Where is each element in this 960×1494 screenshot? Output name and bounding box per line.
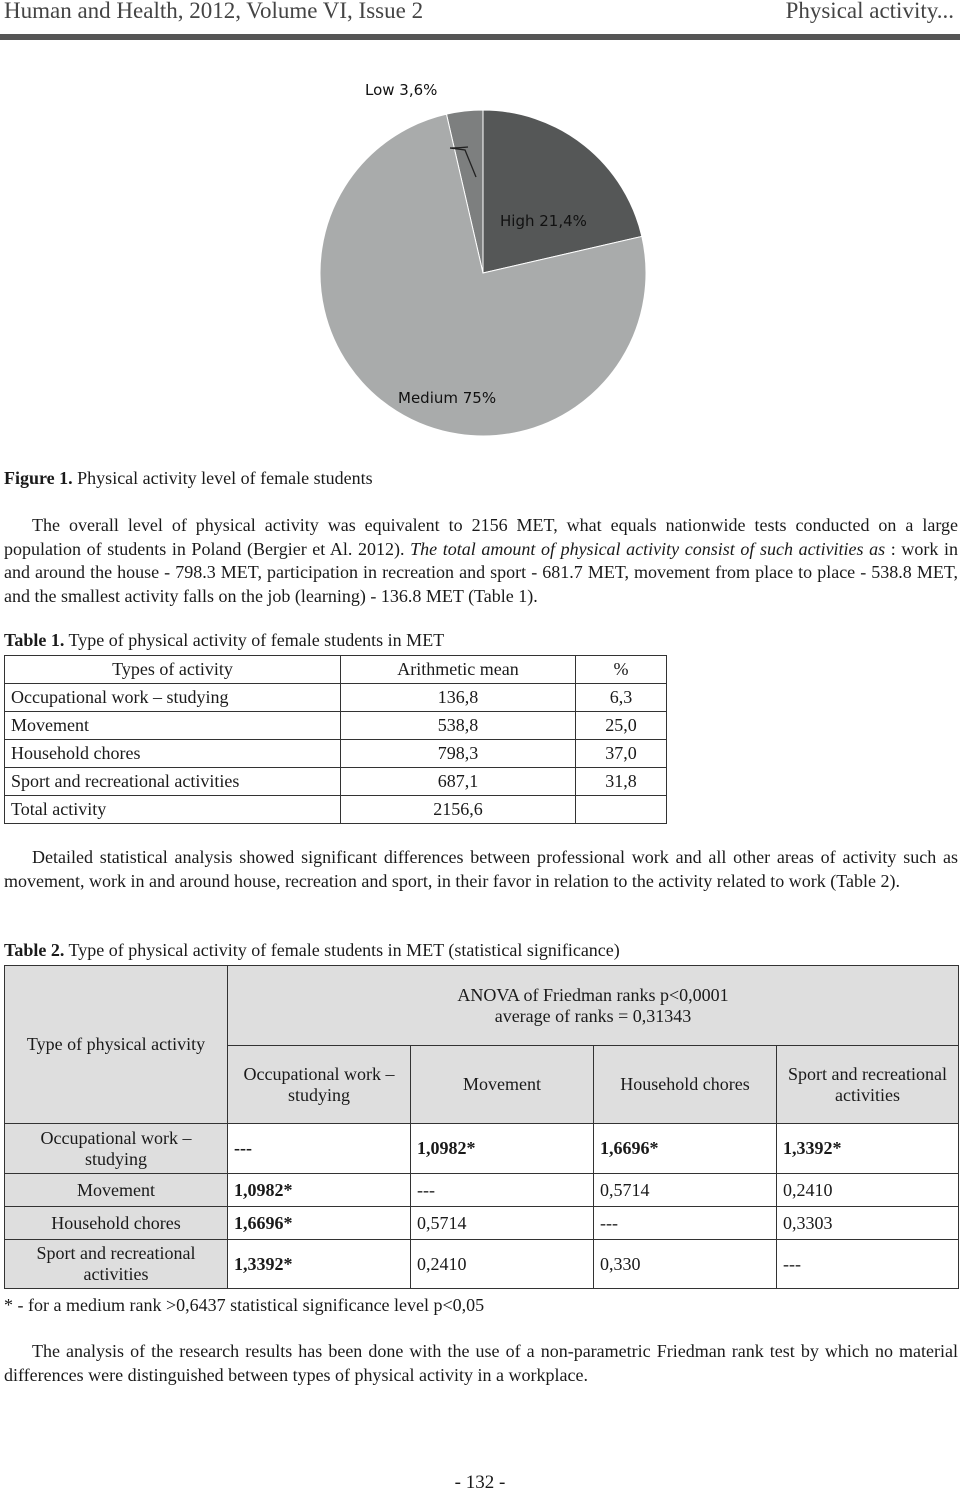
table-1-header-cell: Arithmetic mean (341, 656, 576, 684)
table-cell: 2156,6 (341, 796, 576, 824)
paragraph-1-text: The overall level of physical activity was equivalent to 2156 MET, what equals nationwide tests conducted on a large population of students in Poland (Bergier et Al. 2012). (4, 515, 958, 559)
table-cell: 0,2410 (411, 1240, 594, 1289)
table-cell: Occupational work – studying (5, 684, 341, 712)
table-cell: 6,3 (576, 684, 667, 712)
table-cell: --- (594, 1207, 777, 1240)
table-2-row-header: Movement (5, 1174, 228, 1207)
table-cell: 136,8 (341, 684, 576, 712)
table-row (5, 1124, 959, 1174)
table-2 (4, 965, 959, 1289)
table-2-row-header: Sport and recreational activities (5, 1240, 228, 1289)
table-cell: --- (411, 1174, 594, 1207)
table-cell: 0,5714 (594, 1174, 777, 1207)
table-cell: Sport and recreational activities (5, 768, 341, 796)
table-cell: Total activity (5, 796, 341, 824)
paragraph-1-text-2: : work in and around the house - 798.3 MET, participation in recreation and sport - 681.7 MET, movement from place to place - 538.8 MET, and the smallest activity falls on the job (learning) - 136.8 MET (Table 1). (4, 538, 958, 606)
table-cell: 1,0982* (411, 1124, 594, 1174)
header-rule (0, 34, 960, 40)
table-cell: 1,6696* (594, 1124, 777, 1174)
paragraph-3: The analysis of the research results has been done with the use of a non-parametric Friedman rank test by which no material differences were distinguished between types of physical activity in a workplace. (4, 1341, 958, 1385)
pie-label-high: High 21,4% (500, 212, 587, 230)
anova-line-2: average of ranks = 0,31343 (494, 1005, 692, 1026)
table-row (5, 712, 667, 740)
table-2-corner-cell: Type of physical activity (5, 966, 228, 1124)
pie-label-medium: Medium 75% (398, 389, 497, 407)
table-1 (4, 655, 667, 824)
pie-label-low: Low 3,6% (365, 81, 438, 99)
table-2-col-header: Sport and recreational activities (777, 1046, 959, 1124)
table-1-label: Table 1. (4, 630, 65, 650)
table-1-header-cell: % (576, 656, 667, 684)
table-cell: 31,8 (576, 768, 667, 796)
table-2-row-header: Household chores (5, 1207, 228, 1240)
table-cell (576, 796, 667, 824)
table-cell: 25,0 (576, 712, 667, 740)
table-cell: 0,2410 (777, 1174, 959, 1207)
table-2-caption (4, 939, 958, 963)
table-row (5, 740, 667, 768)
table-cell: 0,5714 (411, 1207, 594, 1240)
article-short-title: Physical activity... (785, 0, 954, 23)
page-number: - 132 - (454, 1472, 506, 1493)
table-2-col-header: Movement (411, 1046, 594, 1124)
table-cell: 0,330 (594, 1240, 777, 1289)
table-cell: --- (228, 1124, 411, 1174)
table-cell: 538,8 (341, 712, 576, 740)
table-row (5, 1207, 959, 1240)
paragraph-1-italic: The total amount of physical activity consist of such activities as (410, 538, 886, 559)
table-cell: 1,3392* (228, 1240, 411, 1289)
figure-caption (4, 467, 958, 491)
table-row (5, 796, 667, 824)
table-2-anova-cell (228, 966, 959, 1046)
table-cell: 0,3303 (777, 1207, 959, 1240)
table-cell: 1,0982* (228, 1174, 411, 1207)
table-2-caption-text: Type of physical activity of female students in MET (statistical significance) (64, 940, 620, 960)
running-header (0, 0, 960, 42)
table-1-header-row (5, 656, 667, 684)
table-cell: 37,0 (576, 740, 667, 768)
anova-line-1: ANOVA of Friedman ranks p<0,0001 (457, 984, 729, 1005)
table-cell: 1,6696* (228, 1207, 411, 1240)
table-cell: Household chores (5, 740, 341, 768)
table-2-anova-row (5, 966, 959, 1046)
table-cell: 1,3392* (777, 1124, 959, 1174)
table-row (5, 768, 667, 796)
table-row (5, 1240, 959, 1289)
table-cell: 798,3 (341, 740, 576, 768)
paragraph-1 (4, 514, 958, 608)
table-cell: Movement (5, 712, 341, 740)
table-2-col-header: Occupational work – studying (228, 1046, 411, 1124)
figure-caption-text: Physical activity level of female students (72, 468, 373, 488)
table-row (5, 684, 667, 712)
table-1-caption (4, 629, 958, 653)
table-2-col-header: Household chores (594, 1046, 777, 1124)
journal-title: Human and Health, 2012, Volume VI, Issue 2 (4, 0, 424, 23)
figure-label: Figure 1. (4, 468, 73, 488)
table-2-label: Table 2. (4, 940, 65, 960)
table-cell: 687,1 (341, 768, 576, 796)
table-2-row-header: Occupational work – studying (5, 1124, 228, 1174)
paragraph-2: Detailed statistical analysis showed significant differences between professional work and all other areas of activity such as movement, work in and around house, recreation and sport, in their favor in relation to the activity related to work (Table 2). (4, 847, 958, 891)
table-1-caption-text: Type of physical activity of female students in MET (64, 630, 445, 650)
pie-chart (300, 60, 660, 445)
table-row (5, 1174, 959, 1207)
table-2-footnote: * - for a medium rank >0,6437 statistical significance level p<0,05 (4, 1295, 485, 1315)
table-1-header-cell: Types of activity (5, 656, 341, 684)
table-cell: --- (777, 1240, 959, 1289)
